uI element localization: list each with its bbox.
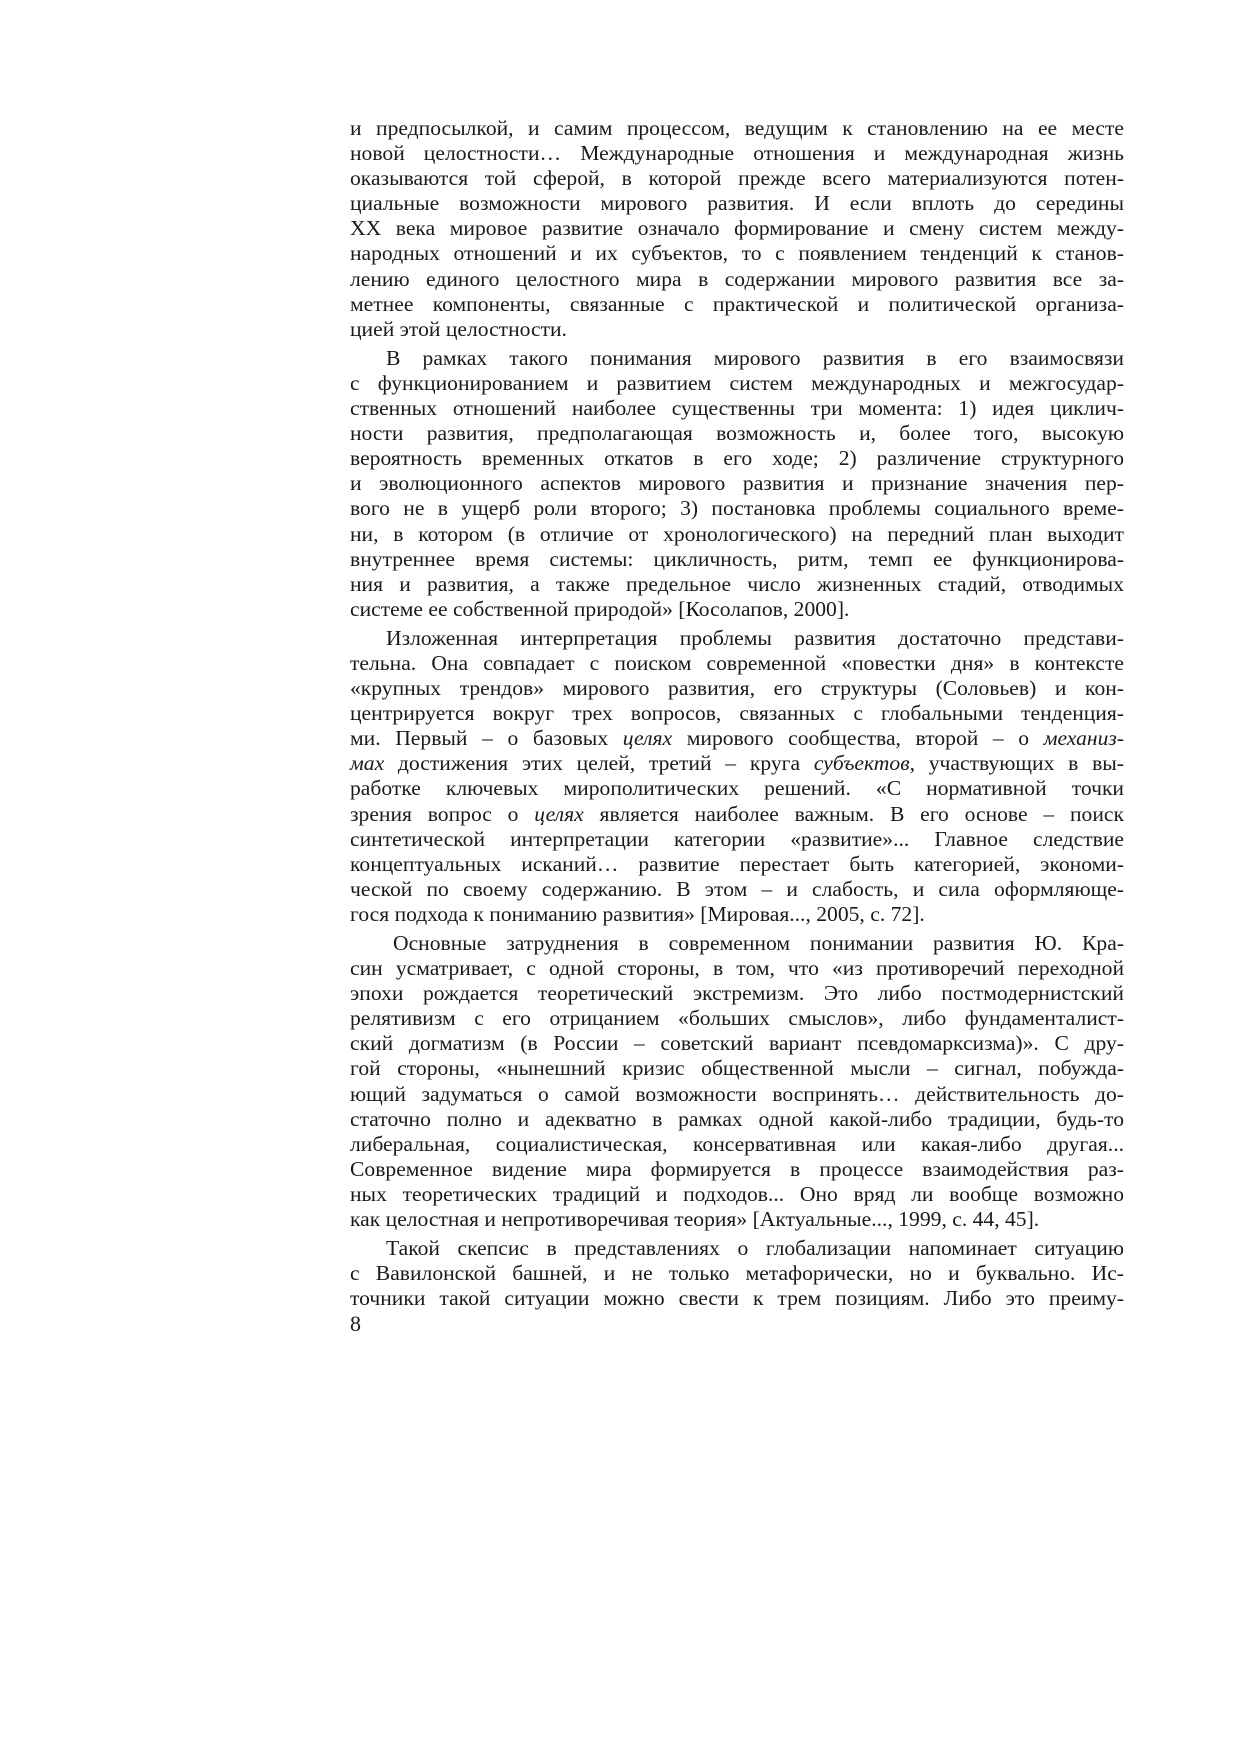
paragraph-4 [350,931,1124,1232]
paragraph-5 [350,1236,1124,1311]
italic-term: мах [350,751,385,776]
text-line: ческой по своему содержанию. В этом – и слабость, и сила оформляюще- [350,876,1124,901]
text-line: с функционированием и развитием систем международных и межгосудар- [350,370,1124,395]
text-line: системе ее собственной природой» [Косолапов, 2000]. [350,596,850,621]
text-line: статочно полно и адекватно в рамках одной какой-либо традиции, будь-то [350,1106,1124,1131]
text-line: как целостная и непротиворечивая теория» [Актуальные..., 1999, с. 44, 45]. [350,1207,1040,1232]
text-line: эпохи рождается теоретический экстремизм. Это либо постмодернистский [350,981,1124,1006]
text-line: ния и развития, а также предельное число жизненных стадий, отводимых [350,571,1124,596]
text-line: цией этой целостности. [350,316,567,341]
text-line: Такой скепсис в представлениях о глобализации напоминает ситуацию [386,1236,1124,1261]
italic-term: целях [534,801,584,826]
page-body [350,116,1124,1311]
text-line: концептуальных исканий… развитие перестает быть категорией, экономи- [350,851,1124,876]
text-line: вого не в ущерб роли второго; 3) постановка проблемы социального време- [350,496,1124,521]
text-line: точники такой ситуации можно свести к трем позициям. Либо это преиму- [350,1286,1124,1311]
paragraph-3 [350,626,1124,927]
text-line: синтетической интерпретации категории «развитие»... Главное следствие [350,826,1124,851]
text-line: ни, в котором (в отличие от хронологического) на передний план выходит [350,521,1124,546]
italic-term: целях [622,726,673,751]
text-line: ных теоретических традиций и подходов... Оно вряд ли вообще возможно [350,1181,1124,1206]
paragraph-1 [350,116,1124,342]
text-line: «крупных трендов» мирового развития, его структуры (Соловьев) и кон- [350,676,1124,701]
text-line: и эволюционного аспектов мирового развития и признание значения пер- [350,471,1124,496]
text-line: зрения вопрос о целях является наиболее важным. В его основе – поиск [350,801,1124,826]
text-line: оказываются той сферой, в которой прежде всего материализуются потен- [350,166,1124,191]
text-line: ственных отношений наиболее существенны три момента: 1) идея циклич- [350,396,1124,421]
text-line: Основные затруднения в современном понимании развития Ю. Кра- [393,931,1124,955]
text-line: центрируется вокруг трех вопросов, связанных с глобальными тенденция- [350,701,1124,726]
text-line: тельна. Она совпадает с поиском современной «повестки дня» в контексте [350,650,1124,675]
text-line: метнее компоненты, связанные с практической и политической организа- [350,291,1124,316]
text-line: син усматривает, с одной стороны, в том, что «из противоречий переходной [350,956,1124,981]
text-line: ми. Первый – о базовых целях мирового сообщества, второй – о механиз- [350,726,1124,751]
text-line: XX века мировое развитие означало формирование и смену систем между- [350,216,1124,241]
page-number: 8 [350,1311,361,1336]
text-line: мах достижения этих целей, третий – круга субъектов, участвующих в вы- [350,751,1124,776]
text-line: гося подхода к пониманию развития» [Мировая..., 2005, с. 72]. [350,901,925,926]
text-line: либеральная, социалистическая, консервативная или какая-либо другая... [350,1131,1124,1156]
text-line: ющий задуматься о самой возможности воспринять… действительность до- [350,1081,1124,1106]
text-line: внутреннее время системы: цикличность, ритм, темп ее функционирова- [350,546,1124,571]
text-line: и предпосылкой, и самим процессом, ведущим к становлению на ее месте [350,116,1124,140]
text-line: работке ключевых миpополитических решений. «С нормативной точки [350,776,1124,801]
text-line: Изложенная интерпретация проблемы развития достаточно представи- [386,625,1124,650]
text-line: лению единого целостного мира в содержании мирового развития все за- [350,266,1124,291]
text-line: Современное видение мира формируется в процессе взаимодействия раз- [350,1156,1124,1181]
text-line: релятивизм с его отрицанием «больших смыслов», либо фундаменталист- [350,1006,1124,1031]
text-line: с Вавилонской башней, и не только метафорически, но и буквально. Ис- [350,1261,1124,1286]
paragraph-2 [350,346,1124,622]
italic-term: субъектов [813,751,910,776]
text-line: вероятность временных откатов в его ходе; 2) различение структурного [350,446,1124,471]
text-line: В рамках такого понимания мирового развития в его взаимосвязи [386,345,1124,370]
text-line: ности развития, предполагающая возможность и, более того, высокую [350,421,1124,446]
text-line: народных отношений и их субъектов, то с появлением тенденций к станов- [350,241,1124,266]
italic-term: механиз- [1043,726,1124,751]
text-line: ский догматизм (в России – советский вариант псевдомарксизма)». С дру- [350,1031,1124,1056]
text-line: новой целостности… Международные отношения и международная жизнь [350,141,1124,166]
text-line: гой стороны, «нынешний кризис общественной мысли – сигнал, побужда- [350,1056,1124,1081]
text-line: циальные возможности мирового развития. И если вплоть до середины [350,191,1124,216]
